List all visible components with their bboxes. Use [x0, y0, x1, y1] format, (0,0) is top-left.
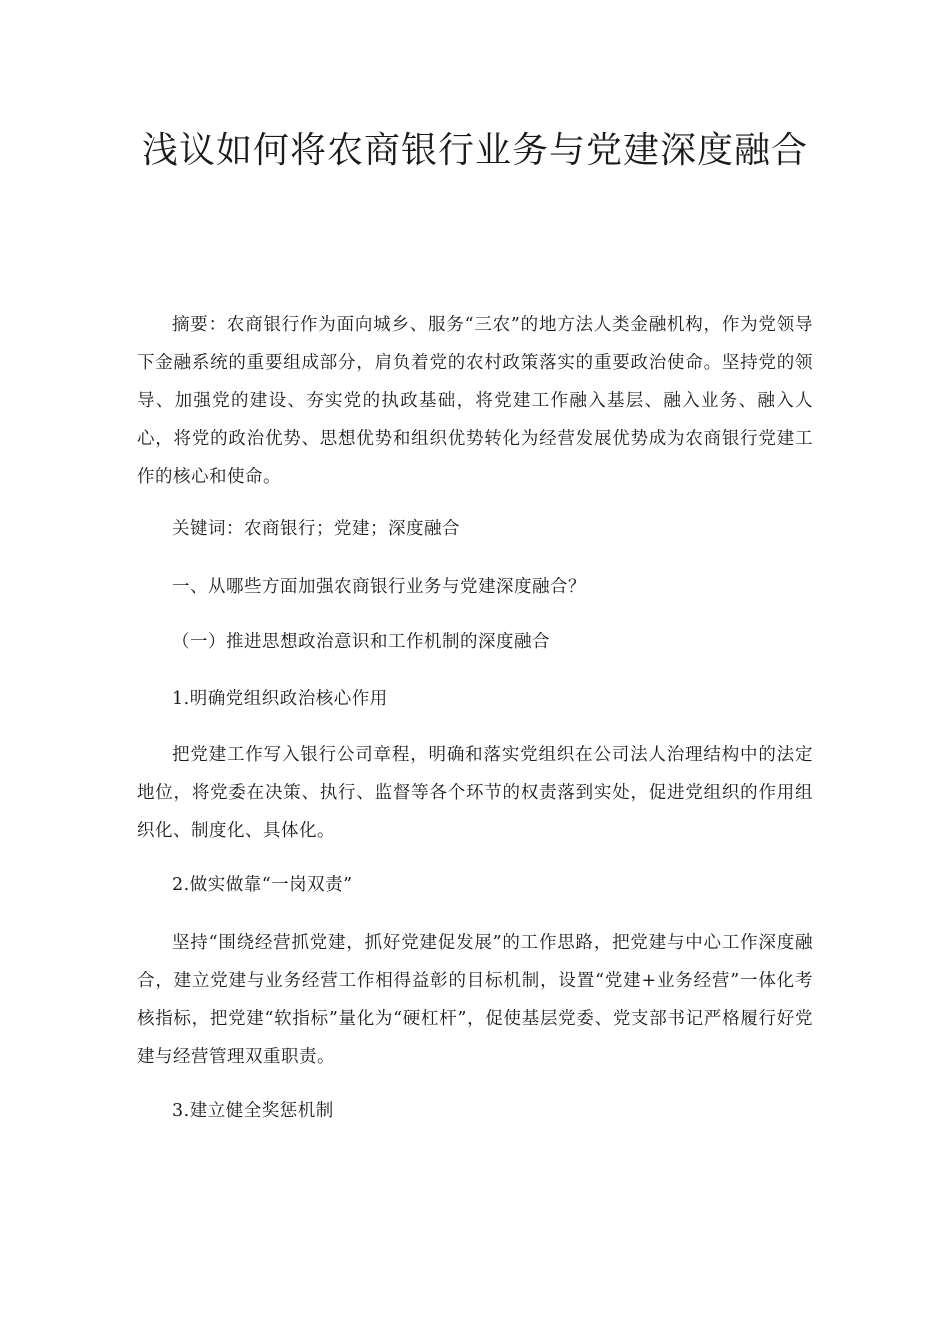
- item-heading: 2.做实做靠“一岗双责”: [172, 875, 353, 895]
- item-heading: 3.建立健全奖惩机制: [172, 1101, 334, 1121]
- section-heading: 一、从哪些方面加强农商银行业务与党建深度融合？: [172, 577, 586, 597]
- item-body-paragraph: 把党建工作写入银行公司章程，明确和落实党组织在公司法人治理结构中的法定地位，将党委在决策、执行、监督等各个环节的权责落到实处，促进党组织的作用组织化、制度化、具体化。: [137, 745, 813, 841]
- keywords-line: 关键词：农商银行；党建；深度融合: [172, 519, 460, 539]
- item-heading: 1.明确党组织政治核心作用: [172, 689, 388, 709]
- abstract-paragraph: 摘要：农商银行作为面向城乡、服务“三农”的地方法人类金融机构，作为党领导下金融系统的重要组成部分，肩负着党的农村政策落实的重要政治使命。坚持党的领导、加强党的建设、夯实党的执政基础，将党建工作融入基层、融入业务、融入人心，将党的政治优势、思想优势和组织优势转化为经营发展优势成为农商银行党建工作的核心和使命。: [137, 315, 813, 487]
- subsection-heading: （一）推进思想政治意识和工作机制的深度融合: [172, 632, 550, 652]
- document-title: 浅议如何将农商银行业务与党建深度融合: [141, 130, 808, 171]
- item-body-paragraph: 坚持“围绕经营抓党建，抓好党建促发展”的工作思路，把党建与中心工作深度融合，建立党建与业务经营工作相得益彰的目标机制，设置“党建+业务经营”一体化考核指标，把党建“软指标”量化为“硬杠杆”，促使基层党委、党支部书记严格履行好党建与经营管理双重职责。: [137, 933, 813, 1067]
